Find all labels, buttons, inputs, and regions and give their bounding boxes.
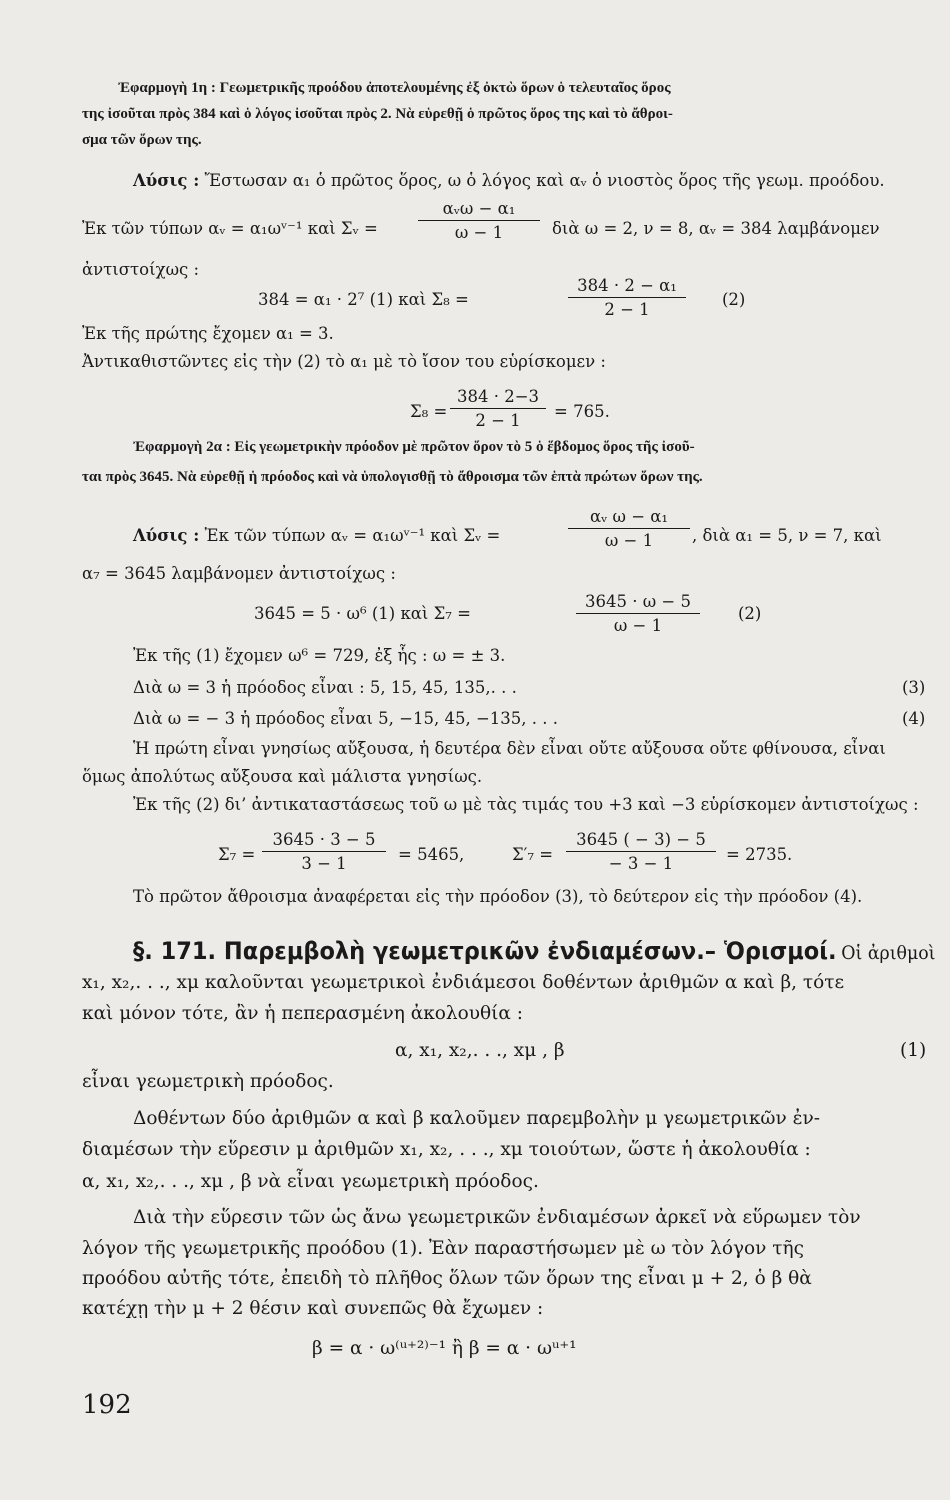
fraction-numerator: 384 · 2−3 — [450, 387, 546, 409]
solution-label: Λύσις : — [133, 526, 200, 545]
solution-text: Ἔστωσαν α₁ ὁ πρῶτος ὅρος, ω ὁ λόγος καὶ αᵥ ὁ νιοστὸς ὅρος τῆς γεωμ. προόδου. — [204, 171, 885, 190]
app1-solution — [133, 173, 885, 190]
app2-progression-4: Διὰ ω = − 3 ἡ πρόοδος εἶναι 5, −15, 45, −135, . . . — [133, 709, 558, 728]
section-text-8: α, x₁, x₂,. . ., xμ , β νὰ εἶναι γεωμετρικὴ πρόοδος. — [82, 1171, 539, 1192]
fraction-denominator: 2 − 1 — [475, 411, 521, 430]
app2-formula-4: Ἐκ τῆς (1) ἔχομεν ω⁶ = 729, ἐξ ἧς : ω = ± 3. — [133, 646, 506, 665]
app1-formula-1a: Ἐκ τῶν τύπων αᵥ = α₁ωᵛ⁻¹ καὶ Σᵥ = — [82, 219, 378, 238]
section-title: §. 171. Παρεμβολὴ γεωμετρικῶν ἐνδιαμέσων.– Ὁρισμοί. — [133, 937, 837, 965]
app1-heading: Ἐφαρμογὴ 1η : — [118, 80, 216, 96]
app2-fraction-10b — [566, 830, 716, 873]
section-text-7: διαμέσων τὴν εὕρεσιν μ ἀριθμῶν x₁, x₂, . . ., xμ τοιούτων, ὥστε ἡ ἀκολουθία : — [82, 1139, 811, 1160]
section-sequence-1: α, x₁, x₂,. . ., xμ , β — [395, 1040, 565, 1061]
app2-line-2: ται πρὸς 3645. Νὰ εὑρεθῇ ἡ πρόοδος καὶ νὰ ὑπολογισθῇ τὸ ἄθροισμα τῶν ἑπτὰ πρώτων ὅρων της. — [82, 469, 703, 485]
app2-formula-10b: = 5465, — [398, 845, 465, 864]
app1-line-3: σμα τῶν ὅρων της. — [82, 132, 202, 148]
app1-fraction-5 — [450, 387, 546, 430]
section-text-5: εἶναι γεωμετρικὴ πρόοδος. — [82, 1071, 334, 1092]
app2-formula-1b: , διὰ α₁ = 5, ν = 7, καὶ — [692, 526, 882, 545]
app2-progression-3: Διὰ ω = 3 ἡ πρόοδος εἶναι : 5, 15, 45, 135,. . . — [133, 678, 517, 697]
fraction-numerator: 3645 ( − 3) − 5 — [566, 830, 716, 852]
app2-formula-1a — [133, 528, 500, 545]
app2-formula-10d: = 2735. — [726, 845, 793, 864]
section-text-6: Δοθέντων δύο ἀριθμῶν α καὶ β καλοῦμεν παρεμβολὴν μ γεωμετρικῶν ἐν- — [133, 1108, 821, 1129]
app1-equation-tag-2: (2) — [722, 290, 746, 309]
app1-line-2: της ἰσοῦται πρὸς 384 καὶ ὁ λόγος ἰσοῦται πρὸς 2. Νὰ εὑρεθῇ ὁ πρῶτος ὅρος της καὶ τὸ ἄθροι- — [82, 106, 673, 122]
app2-text-9: Ἐκ τῆς (2) δι’ ἀντικαταστάσεως τοῦ ω μὲ τὰς τιμάς του +3 καὶ −3 εὑρίσκομεν ἀντιστοίχως : — [133, 795, 919, 814]
fraction-numerator: 3645 · ω − 5 — [576, 592, 700, 614]
fraction-numerator: αᵥω − α₁ — [418, 199, 540, 221]
section-text-10: λόγον τῆς γεωμετρικῆς προόδου (1). Ἐὰν παραστήσωμεν μὲ ω τὸν λόγον τῆς — [82, 1238, 804, 1259]
fraction-denominator: − 3 − 1 — [608, 854, 674, 873]
section-text-12: κατέχῃ τὴν μ + 2 θέσιν καὶ συνεπῶς θὰ ἔχωμεν : — [82, 1298, 544, 1319]
app2-formula-3a: 3645 = 5 · ω⁶ (1) καὶ Σ₇ = — [254, 604, 471, 623]
page-number: 192 — [82, 1390, 132, 1420]
formula-text: Ἐκ τῶν τύπων αᵥ = α₁ωᵛ⁻¹ καὶ Σᵥ = — [204, 526, 501, 545]
app2-fraction-1 — [568, 507, 690, 550]
fraction-denominator: ω − 1 — [613, 616, 663, 635]
app1-fraction-1 — [418, 199, 540, 242]
app1-fraction-2 — [568, 276, 686, 319]
section-equation-tag-1: (1) — [900, 1040, 927, 1061]
app2-formula-10a: Σ₇ = — [218, 845, 256, 864]
app2-equation-tag-2: (2) — [738, 604, 762, 623]
app1-line-1 — [118, 81, 671, 96]
section-title-line — [133, 939, 935, 964]
fraction-denominator: 3 − 1 — [301, 854, 347, 873]
fraction-numerator: αᵥ ω − α₁ — [568, 507, 690, 529]
app1-formula-2a: 384 = α₁ · 2⁷ (1) καὶ Σ₈ = — [258, 290, 469, 309]
app2-formula-10c: Σ′₇ = — [512, 845, 554, 864]
fraction-denominator: ω − 1 — [454, 223, 504, 242]
app1-formula-1b: διὰ ω = 2, ν = 8, αᵥ = 384 λαμβάνομεν — [552, 219, 880, 238]
fraction-numerator: 3645 · 3 − 5 — [262, 830, 386, 852]
app2-fraction-3 — [576, 592, 700, 635]
app2-equation-tag-4: (4) — [902, 709, 926, 728]
section-text-11: προόδου αὐτῆς τότε, ἐπειδὴ τὸ πλῆθος ὅλων τῶν ὅρων της εἶναι μ + 2, ὁ β θὰ — [82, 1268, 812, 1289]
section-text-2: x₁, x₂,. . ., xμ καλοῦνται γεωμετρικοὶ ἐνδιάμεσοι δοθέντων ἀριθμῶν α καὶ β, τότε — [82, 972, 845, 993]
app2-text-7: Ἡ πρώτη εἶναι γνησίως αὔξουσα, ἡ δευτέρα δὲν εἶναι οὔτε αὔξουσα οὔτε φθίνουσα, εἶναι — [133, 739, 886, 758]
fraction-denominator: 2 − 1 — [604, 300, 650, 319]
fraction-numerator: 384 · 2 − α₁ — [568, 276, 686, 298]
app1-formula-3: Ἐκ τῆς πρώτης ἔχομεν α₁ = 3. — [82, 324, 334, 343]
app1-formula-5a: Σ₈ = — [410, 402, 448, 421]
app1-text: Γεωμετρικῆς προόδου ἀποτελουμένης ἐξ ὀκτὼ ὅρων ὁ τελευταῖος ὅρος — [219, 80, 671, 96]
app1-formula-5b: = 765. — [554, 402, 610, 421]
app2-equation-tag-3: (3) — [902, 678, 926, 697]
section-text-tail: Οἱ ἀριθμοὶ — [841, 943, 936, 964]
app2-fraction-10 — [262, 830, 386, 873]
app2-line-1: Ἐφαρμογὴ 2α : Εἰς γεωμετρικὴν πρόοδον μὲ πρῶτον ὅρον τὸ 5 ὁ ἕβδομος ὅρος τῆς ἰσοῦ- — [133, 439, 695, 455]
app2-formula-2: α₇ = 3645 λαμβάνομεν ἀντιστοίχως : — [82, 564, 396, 583]
section-formula-13: β = α · ω⁽ᵘ⁺²⁾⁻¹ ἢ β = α · ωᵘ⁺¹ — [312, 1338, 577, 1359]
app2-text-11: Τὸ πρῶτον ἄθροισμα ἀναφέρεται εἰς τὴν πρόοδον (3), τὸ δεύτερον εἰς τὴν πρόοδον (4). — [133, 887, 863, 906]
app1-formula-4: Ἀντικαθιστῶντες εἰς τὴν (2) τὸ α₁ μὲ τὸ ἴσον του εὑρίσκομεν : — [82, 352, 606, 371]
app2-text-8: ὅμως ἀπολύτως αὔξουσα καὶ μάλιστα γνησίως. — [82, 767, 483, 786]
section-text-3: καὶ μόνον τότε, ἂν ἡ πεπερασμένη ἀκολουθία : — [82, 1003, 524, 1024]
section-text-9: Διὰ τὴν εὕρεσιν τῶν ὡς ἄνω γεωμετρικῶν ἐνδιαμέσων ἀρκεῖ νὰ εὕρωμεν τὸν — [133, 1207, 861, 1228]
fraction-denominator: ω − 1 — [604, 531, 654, 550]
solution-label: Λύσις : — [133, 171, 200, 190]
app1-formula-1c: ἀντιστοίχως : — [82, 260, 200, 279]
